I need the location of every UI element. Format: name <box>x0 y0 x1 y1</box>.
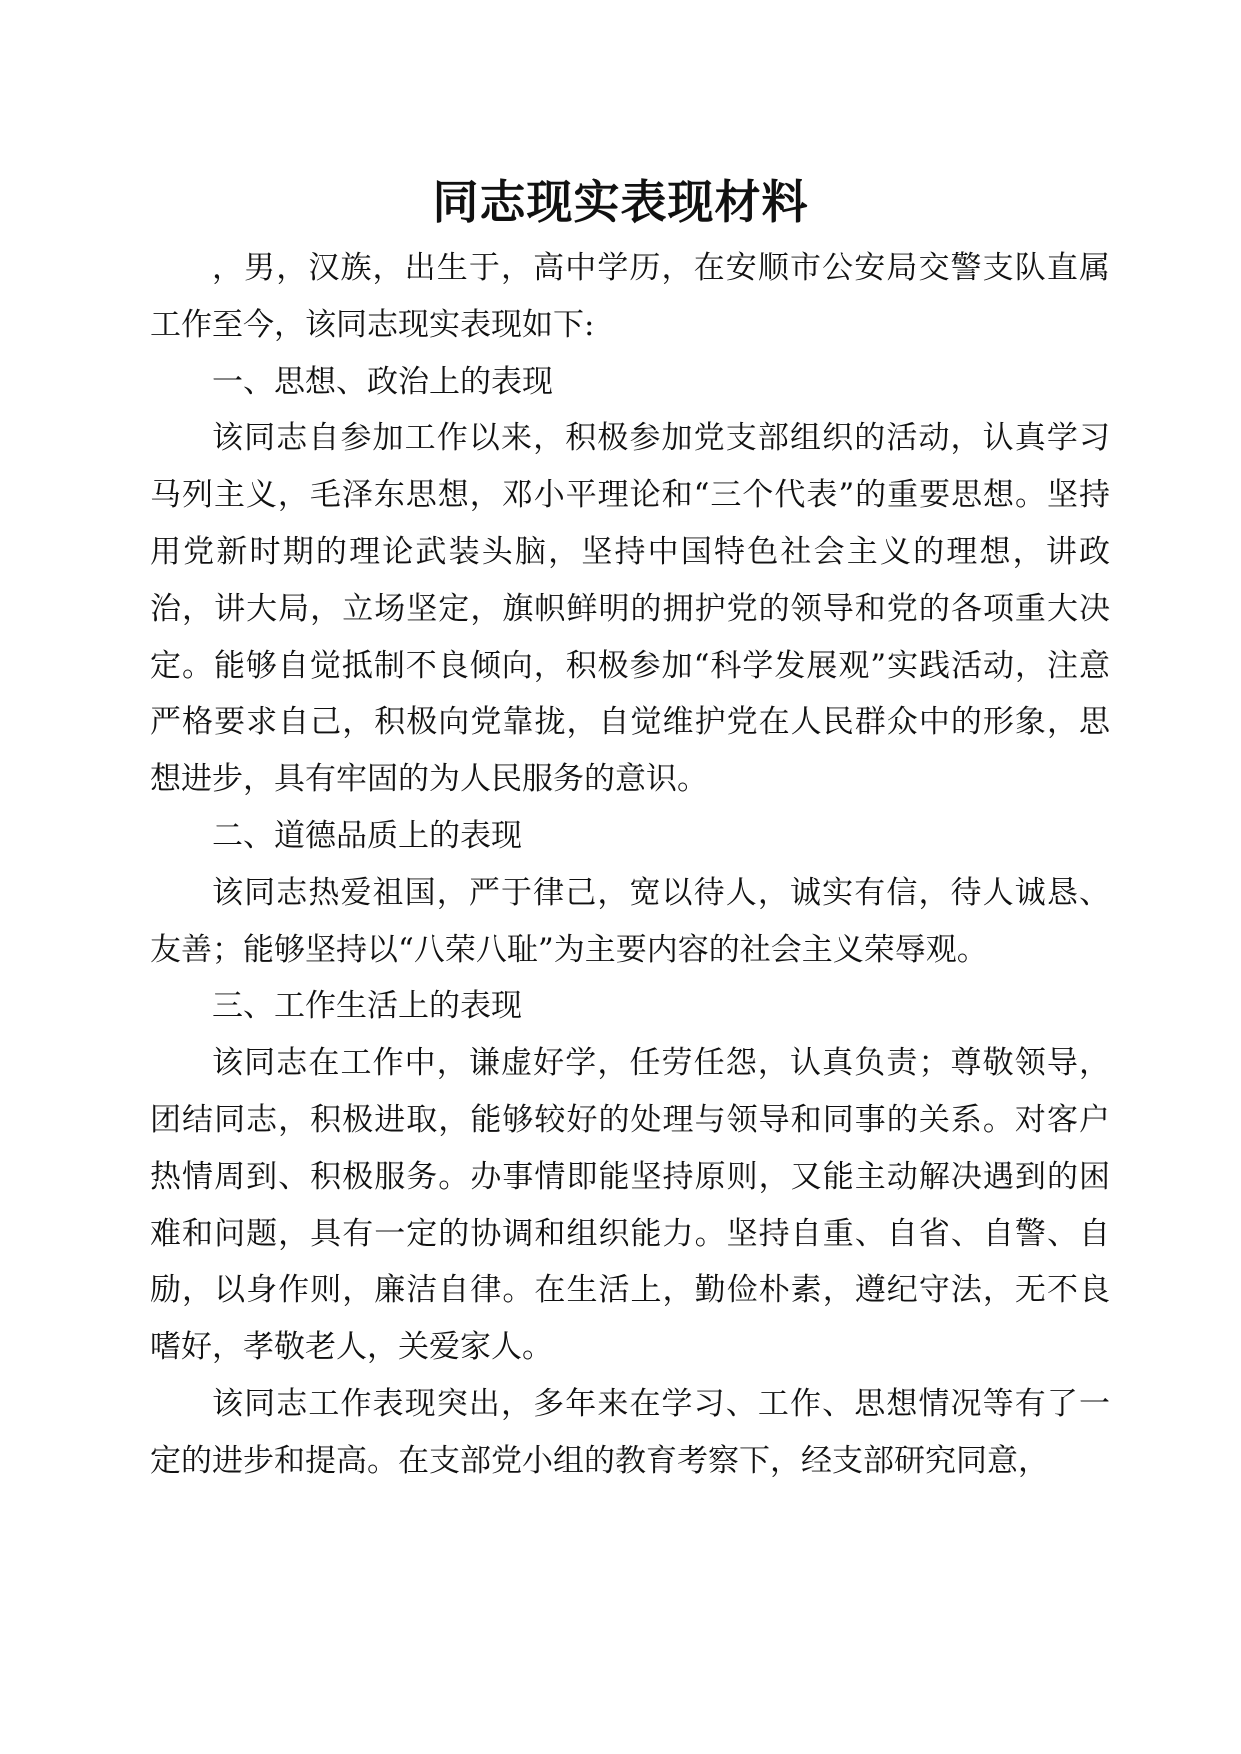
moral-paragraph: 该同志热爱祖国，严于律己，宽以待人，诚实有信，待人诚恳、友善；能够坚持以“八荣八耻”为主要内容的社会主义荣辱观。 <box>150 874 1110 968</box>
section-heading-political: 一、思想、政治上的表现 <box>212 363 553 400</box>
intro-paragraph: ，男，汉族，出生于，高中学历，在安顺市公安局交警支队直属工作至今，该同志现实表现如下: <box>150 250 1110 343</box>
work-life-paragraph: 该同志在工作中，谦虚好学，任劳任怨，认真负责；尊敬领导，团结同志，积极进取，能够较好的处理与领导和同事的关系。对客户热情周到、积极服务。办事情即能坚持原则，又能主动解决遇到的困难和问题，具有一定的协调和组织能力。坚持自重、自省、自警、自励，以身作则，廉洁自律。在生活上，勤俭朴素，遵纪守法，无不良嗜好，孝敬老人，关爱家人。 <box>150 1045 1110 1366</box>
political-paragraph: 该同志自参加工作以来，积极参加党支部组织的活动，认真学习马列主义，毛泽东思想，邓小平理论和“三个代表”的重要思想。坚持用党新时期的理论武装头脑，坚持中国特色社会主义的理想，讲政治，讲大局，立场坚定，旗帜鲜明的拥护党的领导和党的各项重大决定。能够自觉抵制不良倾向，积极参加“科学发展观”实践活动，注意严格要求自己，积极向党靠拢，自觉维护党在人民群众中的形象，思想进步，具有牢固的为人民服务的意识。 <box>150 420 1110 798</box>
document-body <box>150 240 1110 1490</box>
section-heading-work-life: 三、工作生活上的表现 <box>212 988 522 1025</box>
document-title: 同志现实表现材料 <box>432 175 809 229</box>
conclusion-paragraph: 该同志工作表现突出，多年来在学习、工作、思想情况等有了一定的进步和提高。在支部党小组的教育考察下，经支部研究同意， <box>150 1385 1110 1479</box>
section-heading-moral: 二、道德品质上的表现 <box>212 817 522 854</box>
